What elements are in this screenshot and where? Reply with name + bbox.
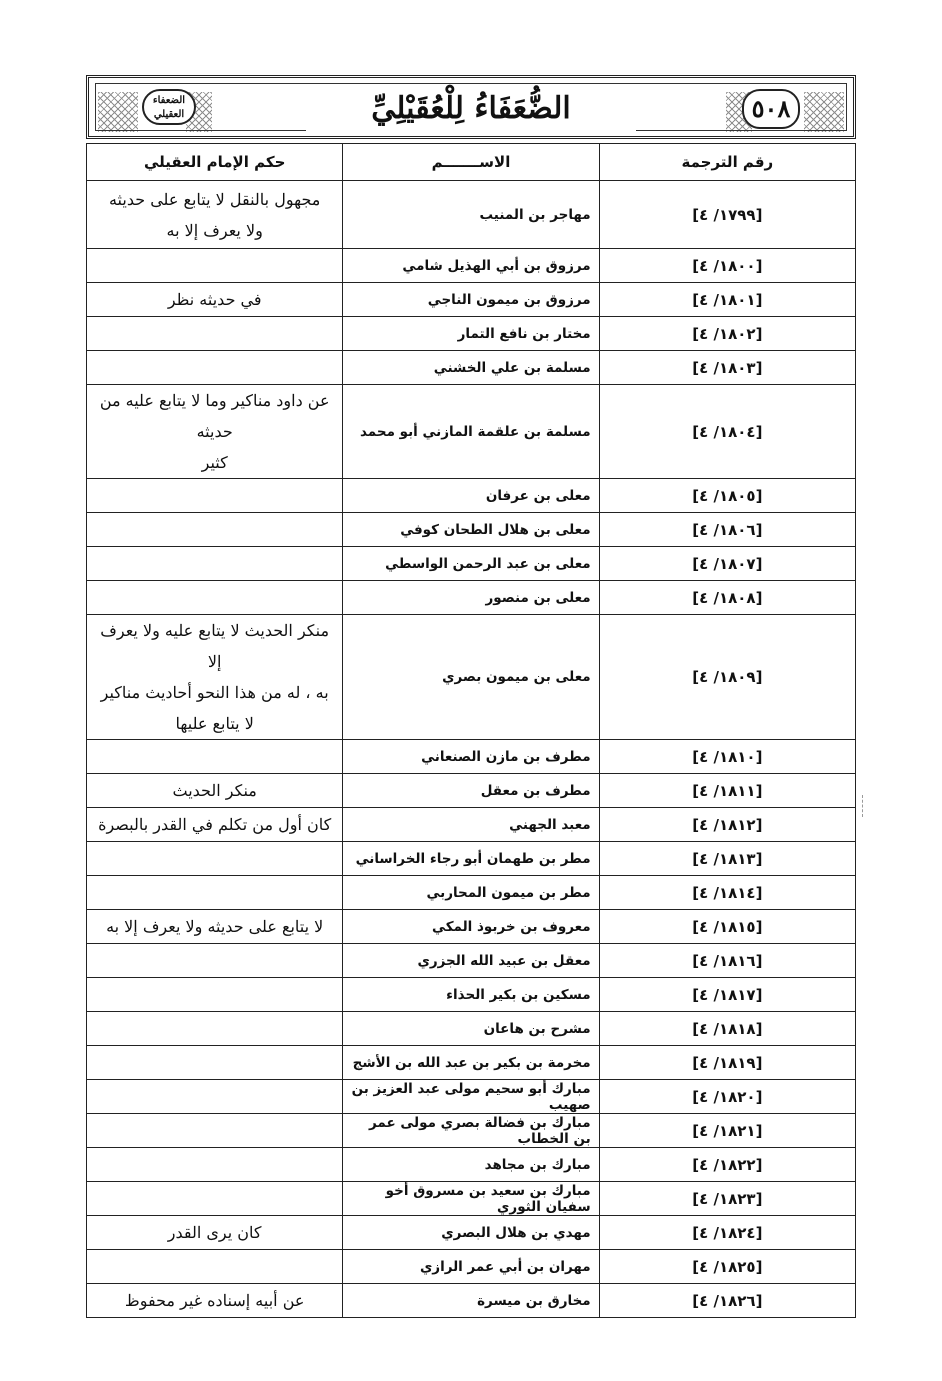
entry-number: [١٨٠٩/ ٤] xyxy=(599,615,855,740)
judgment-cell xyxy=(87,1182,343,1216)
entry-number: [١٨١٩/ ٤] xyxy=(599,1046,855,1080)
margin-mark xyxy=(862,795,869,817)
narrator-name: مطر بن طهمان أبو رجاء الخراساني xyxy=(343,842,599,876)
narrator-name: مسلمة بن علي الخشني xyxy=(343,351,599,385)
narrator-name: مطرف بن معقل xyxy=(343,774,599,808)
table-row xyxy=(87,1182,856,1216)
judgment-line: مجهول بالنقل لا يتابع على حديثه xyxy=(108,189,321,209)
judgment-cell xyxy=(87,910,343,944)
judgment-cell xyxy=(87,1250,343,1284)
judgment-line: عن أبيه إسناده غير محفوظ xyxy=(124,1291,305,1310)
page-header xyxy=(86,75,856,139)
judgment-cell xyxy=(87,876,343,910)
judgment-cell xyxy=(87,842,343,876)
header-name: الاســـــــم xyxy=(343,144,599,181)
judgment-cell xyxy=(87,1284,343,1318)
left-ornament xyxy=(98,92,138,132)
judgment-line: منكر الحديث xyxy=(172,781,257,800)
table-row xyxy=(87,1148,856,1182)
narrator-name: مرزوق بن ميمون الناجي xyxy=(343,283,599,317)
narrator-name: مسكين بن بكير الحذاء xyxy=(343,978,599,1012)
table-row xyxy=(87,1080,856,1114)
header-number: رقم الترجمة xyxy=(599,144,855,181)
header-judgment: حكم الإمام العقيلي xyxy=(87,144,343,181)
judgment-cell xyxy=(87,774,343,808)
narrator-name: معلى بن منصور xyxy=(343,581,599,615)
judgment-cell xyxy=(87,283,343,317)
table-row xyxy=(87,615,856,740)
entry-number: [١٨٠٧/ ٤] xyxy=(599,547,855,581)
judgment-cell xyxy=(87,317,343,351)
judgment-cell xyxy=(87,615,343,740)
narrators-table xyxy=(86,143,856,1318)
entry-number: [١٨٠٨/ ٤] xyxy=(599,581,855,615)
narrator-name: مشرح بن هاعان xyxy=(343,1012,599,1046)
table-row xyxy=(87,842,856,876)
judgment-cell xyxy=(87,740,343,774)
table-row xyxy=(87,547,856,581)
page-number: ٥٠٨ xyxy=(742,89,800,129)
judgment-cell xyxy=(87,808,343,842)
table-row xyxy=(87,944,856,978)
judgment-cell xyxy=(87,1012,343,1046)
narrator-name: مخرمة بن بكير بن عبد الله بن الأشج xyxy=(343,1046,599,1080)
narrator-name: مهاجر بن المنيب xyxy=(343,181,599,249)
table-row xyxy=(87,1046,856,1080)
judgment-cell xyxy=(87,513,343,547)
judgment-cell xyxy=(87,1148,343,1182)
judgment-cell xyxy=(87,1080,343,1114)
entry-number: [١٨١٠/ ٤] xyxy=(599,740,855,774)
table-row xyxy=(87,774,856,808)
judgment-cell xyxy=(87,978,343,1012)
narrator-name: معلى بن عبد الرحمن الواسطي xyxy=(343,547,599,581)
judgment-cell xyxy=(87,385,343,479)
entry-number: [١٨٢١/ ٤] xyxy=(599,1114,855,1148)
table-row xyxy=(87,513,856,547)
narrator-name: معبد الجهني xyxy=(343,808,599,842)
entry-number: [١٨٢٠/ ٤] xyxy=(599,1080,855,1114)
narrator-name: معقل بن عبيد الله الجزري xyxy=(343,944,599,978)
table-row xyxy=(87,1284,856,1318)
narrator-name: مبارك أبو سحيم مولى عبد العزيز بن صهيب xyxy=(343,1080,599,1114)
table-row xyxy=(87,910,856,944)
narrator-name: مختار بن نافع التمار xyxy=(343,317,599,351)
narrator-name: معلى بن هلال الطحان كوفي xyxy=(343,513,599,547)
narrator-name: مرزوق بن أبي الهذيل شامي xyxy=(343,249,599,283)
narrator-name: مهران بن أبي عمر الرازي xyxy=(343,1250,599,1284)
judgment-line: لا يتابع عليها xyxy=(175,714,254,733)
entry-number: [١٨٢٤/ ٤] xyxy=(599,1216,855,1250)
book-logo: الضعفاء العقيلي xyxy=(142,89,196,125)
judgment-cell xyxy=(87,944,343,978)
judgment-line: منكر الحديث لا يتابع عليه ولا يعرف إلا xyxy=(100,621,330,671)
table-row xyxy=(87,249,856,283)
judgment-cell xyxy=(87,249,343,283)
header-frame xyxy=(95,83,847,131)
book-title: الضُّعَفَاءُ لِلْعُقَيْلِيِّ xyxy=(306,84,636,134)
table-row xyxy=(87,876,856,910)
narrator-name: مهدي بن هلال البصري xyxy=(343,1216,599,1250)
entry-number: [١٨١٢/ ٤] xyxy=(599,808,855,842)
judgment-cell xyxy=(87,1216,343,1250)
entry-number: [١٨٠٤/ ٤] xyxy=(599,385,855,479)
narrator-name: مطر بن ميمون المحاربي xyxy=(343,876,599,910)
judgment-cell xyxy=(87,581,343,615)
entry-number: [١٨٠٣/ ٤] xyxy=(599,351,855,385)
table-body xyxy=(87,181,856,1318)
judgment-cell xyxy=(87,1046,343,1080)
narrator-name: مطرف بن مازن الصنعاني xyxy=(343,740,599,774)
table-row xyxy=(87,181,856,249)
narrator-name: مخارق بن ميسرة xyxy=(343,1284,599,1318)
judgment-line: لا يتابع على حديثه ولا يعرف إلا به xyxy=(106,917,324,936)
entry-number: [١٨٢٢/ ٤] xyxy=(599,1148,855,1182)
judgment-cell xyxy=(87,1114,343,1148)
narrator-name: مسلمة بن علقمة المازني أبو محمد xyxy=(343,385,599,479)
narrator-name: مبارك بن فضالة بصري مولى عمر بن الخطاب xyxy=(343,1114,599,1148)
entry-number: [١٨١٤/ ٤] xyxy=(599,876,855,910)
judgment-line: به ، له من هذا النحو أحاديث مناكير xyxy=(100,683,329,702)
table-header-row xyxy=(87,144,856,181)
narrator-name: معروف بن خربوذ المكي xyxy=(343,910,599,944)
entry-number: [١٨١٥/ ٤] xyxy=(599,910,855,944)
narrator-name: معلى بن عرفان xyxy=(343,479,599,513)
judgment-line: كان يرى القدر xyxy=(167,1223,262,1242)
judgment-cell xyxy=(87,181,343,249)
entry-number: [١٨٠٢/ ٤] xyxy=(599,317,855,351)
judgment-line: ولا يعرف إلا به xyxy=(166,220,263,240)
narrator-name: مبارك بن سعيد بن مسروق أخو سفيان الثوري xyxy=(343,1182,599,1216)
entry-number: [١٨٠٦/ ٤] xyxy=(599,513,855,547)
table-row xyxy=(87,385,856,479)
entry-number: [١٨٢٣/ ٤] xyxy=(599,1182,855,1216)
table-row xyxy=(87,1012,856,1046)
judgment-cell xyxy=(87,547,343,581)
entry-number: [١٨١٦/ ٤] xyxy=(599,944,855,978)
table-row xyxy=(87,317,856,351)
entry-number: [١٨١١/ ٤] xyxy=(599,774,855,808)
judgment-cell xyxy=(87,479,343,513)
table-row xyxy=(87,808,856,842)
table-row xyxy=(87,351,856,385)
table-row xyxy=(87,1216,856,1250)
entry-number: [١٨٢٦/ ٤] xyxy=(599,1284,855,1318)
entry-number: [١٨٠٥/ ٤] xyxy=(599,479,855,513)
judgment-line: كثير xyxy=(201,453,228,472)
table-row xyxy=(87,740,856,774)
narrator-name: مبارك بن مجاهد xyxy=(343,1148,599,1182)
table-row xyxy=(87,1114,856,1148)
table-row xyxy=(87,283,856,317)
entry-number: [١٨١٣/ ٤] xyxy=(599,842,855,876)
table-row xyxy=(87,978,856,1012)
table-row xyxy=(87,581,856,615)
right-ornament xyxy=(804,92,844,132)
entry-number: [١٨٢٥/ ٤] xyxy=(599,1250,855,1284)
entry-number: [١٨٠٠/ ٤] xyxy=(599,249,855,283)
entry-number: [١٧٩٩/ ٤] xyxy=(599,181,855,249)
judgment-cell xyxy=(87,351,343,385)
judgment-line: كان أول من تكلم في القدر بالبصرة xyxy=(98,815,332,834)
narrator-name: معلى بن ميمون بصري xyxy=(343,615,599,740)
entry-number: [١٨١٨/ ٤] xyxy=(599,1012,855,1046)
entry-number: [١٨١٧/ ٤] xyxy=(599,978,855,1012)
judgment-line: في حديثه نظر xyxy=(167,290,262,309)
table-row xyxy=(87,1250,856,1284)
judgment-line: عن داود مناكير وما لا يتابع عليه من حديثه xyxy=(99,391,330,441)
entry-number: [١٨٠١/ ٤] xyxy=(599,283,855,317)
table-row xyxy=(87,479,856,513)
